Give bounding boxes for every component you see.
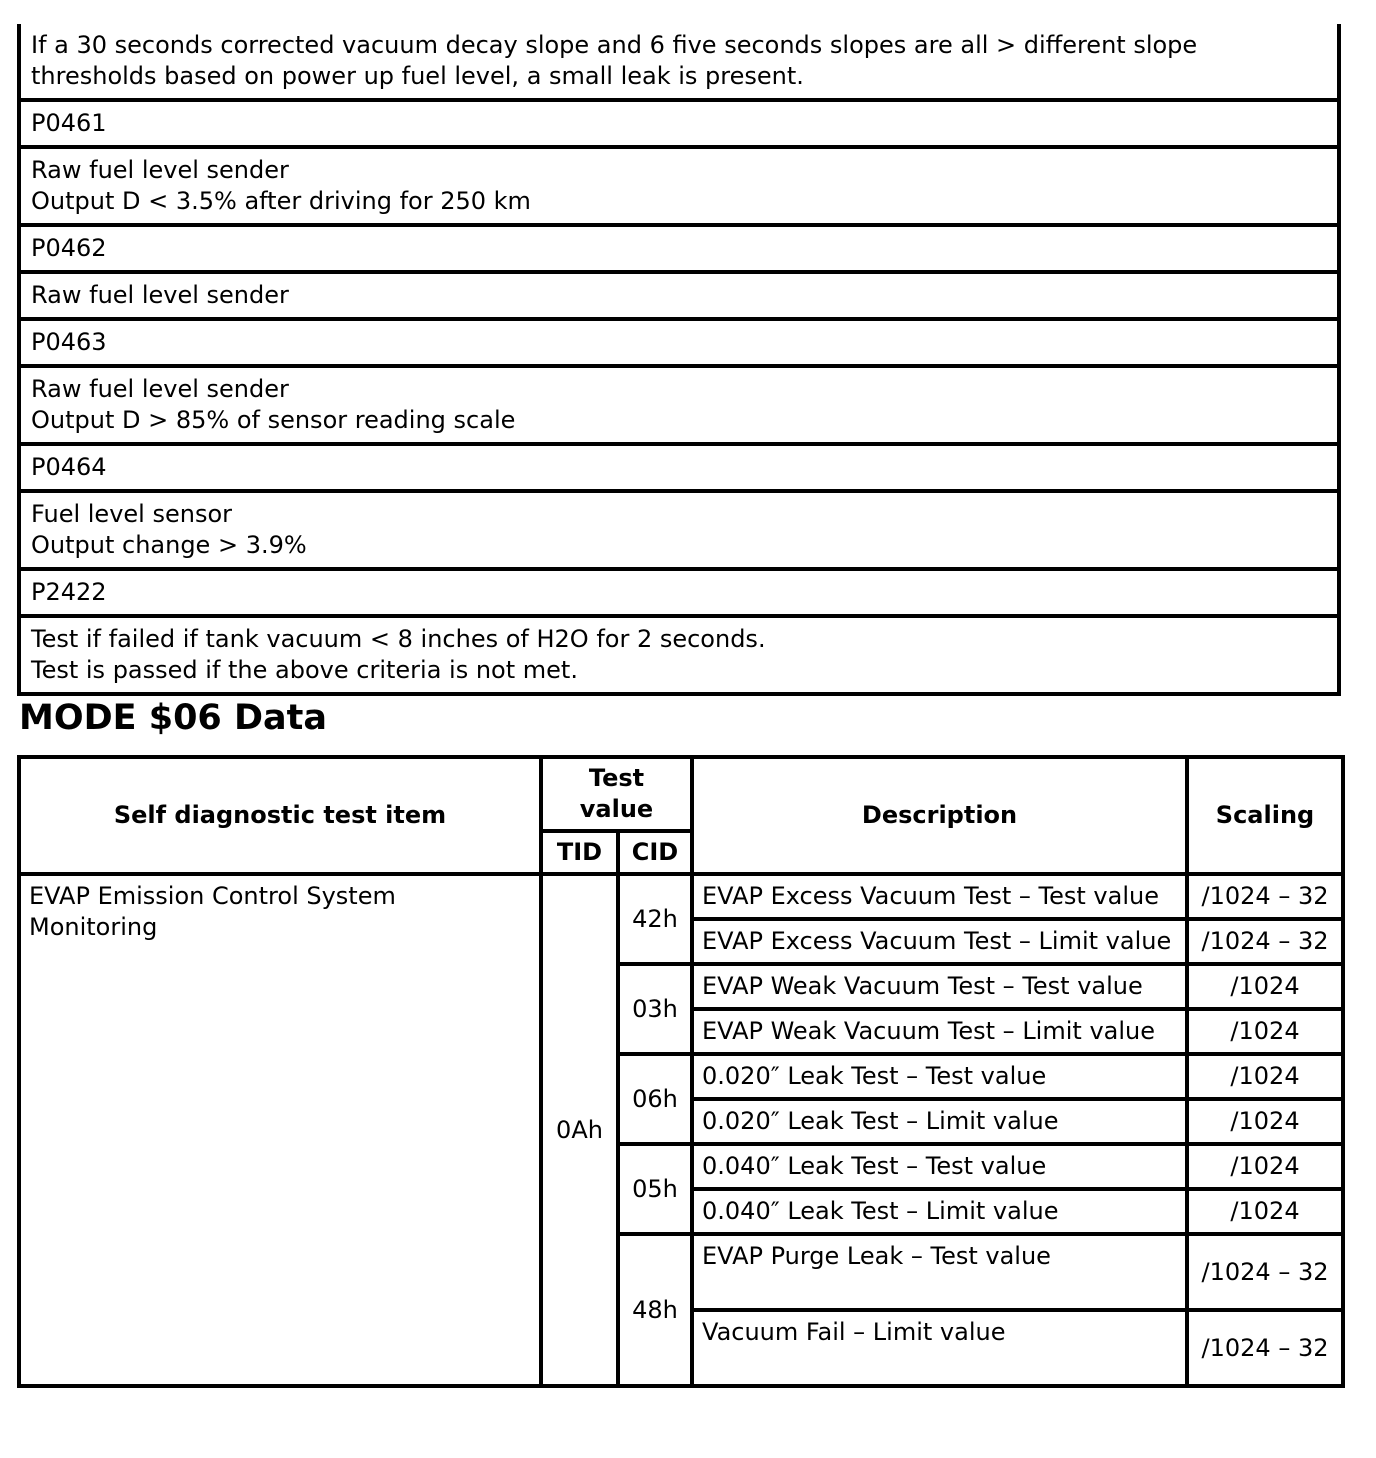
col-header-tid: TID bbox=[541, 831, 618, 874]
criteria-text: If a 30 seconds corrected vacuum decay slope and 6 five seconds slopes are all > different slope thresholds based on power up fuel level, a small leak is present. bbox=[19, 24, 1339, 100]
col-header-test-value: Test value bbox=[541, 757, 692, 831]
dtc-code: P0461 bbox=[19, 100, 1339, 147]
mode06-table bbox=[17, 755, 1345, 1388]
dtc-code: P0464 bbox=[19, 444, 1339, 491]
table-row bbox=[19, 569, 1339, 616]
table-row bbox=[19, 24, 1339, 100]
scaling: /1024 – 32 bbox=[1187, 919, 1343, 964]
scaling: /1024 – 32 bbox=[1187, 1310, 1343, 1386]
section-heading: MODE $06 Data bbox=[19, 698, 327, 738]
table-row bbox=[19, 225, 1339, 272]
col-header-description: Description bbox=[692, 757, 1187, 874]
scaling: /1024 – 32 bbox=[1187, 1234, 1343, 1310]
test-item: EVAP Emission Control System Monitoring bbox=[19, 874, 541, 1386]
criteria-text: Raw fuel level sender Output D > 85% of sensor reading scale bbox=[19, 366, 1339, 444]
table-row bbox=[19, 366, 1339, 444]
cid-value: 42h bbox=[618, 874, 692, 964]
col-header-cid: CID bbox=[618, 831, 692, 874]
scaling: /1024 bbox=[1187, 1099, 1343, 1144]
dtc-code: P0462 bbox=[19, 225, 1339, 272]
description: EVAP Excess Vacuum Test – Test value bbox=[692, 874, 1187, 919]
criteria-text: Test if failed if tank vacuum < 8 inches of H2O for 2 seconds. Test is passed if the above criteria is not met. bbox=[19, 616, 1339, 694]
criteria-text: Raw fuel level sender bbox=[19, 272, 1339, 319]
tid-value: 0Ah bbox=[541, 874, 618, 1386]
criteria-text: Fuel level sensor Output change > 3.9% bbox=[19, 491, 1339, 569]
cid-value: 06h bbox=[618, 1054, 692, 1144]
description: 0.040″ Leak Test – Test value bbox=[692, 1144, 1187, 1189]
header-row bbox=[19, 757, 1343, 831]
dtc-code: P2422 bbox=[19, 569, 1339, 616]
description: EVAP Weak Vacuum Test – Limit value bbox=[692, 1009, 1187, 1054]
description: EVAP Weak Vacuum Test – Test value bbox=[692, 964, 1187, 1009]
scaling: /1024 bbox=[1187, 1189, 1343, 1234]
table-row bbox=[19, 444, 1339, 491]
description: 0.040″ Leak Test – Limit value bbox=[692, 1189, 1187, 1234]
table-row bbox=[19, 272, 1339, 319]
description: 0.020″ Leak Test – Limit value bbox=[692, 1099, 1187, 1144]
cid-value: 05h bbox=[618, 1144, 692, 1234]
table-row bbox=[19, 319, 1339, 366]
criteria-table bbox=[17, 24, 1341, 696]
table-row bbox=[19, 491, 1339, 569]
col-header-scaling: Scaling bbox=[1187, 757, 1343, 874]
col-header-item: Self diagnostic test item bbox=[19, 757, 541, 874]
description: Vacuum Fail – Limit value bbox=[692, 1310, 1187, 1386]
description: EVAP Excess Vacuum Test – Limit value bbox=[692, 919, 1187, 964]
scaling: /1024 bbox=[1187, 964, 1343, 1009]
criteria-text: Raw fuel level sender Output D < 3.5% after driving for 250 km bbox=[19, 147, 1339, 225]
scaling: /1024 bbox=[1187, 1144, 1343, 1189]
cid-value: 48h bbox=[618, 1234, 692, 1386]
scaling: /1024 bbox=[1187, 1009, 1343, 1054]
table-row bbox=[19, 616, 1339, 694]
description: EVAP Purge Leak – Test value bbox=[692, 1234, 1187, 1310]
scaling: /1024 – 32 bbox=[1187, 874, 1343, 919]
table-row bbox=[19, 874, 1343, 919]
cid-value: 03h bbox=[618, 964, 692, 1054]
description: 0.020″ Leak Test – Test value bbox=[692, 1054, 1187, 1099]
scaling: /1024 bbox=[1187, 1054, 1343, 1099]
table-row bbox=[19, 147, 1339, 225]
table-row bbox=[19, 100, 1339, 147]
dtc-code: P0463 bbox=[19, 319, 1339, 366]
